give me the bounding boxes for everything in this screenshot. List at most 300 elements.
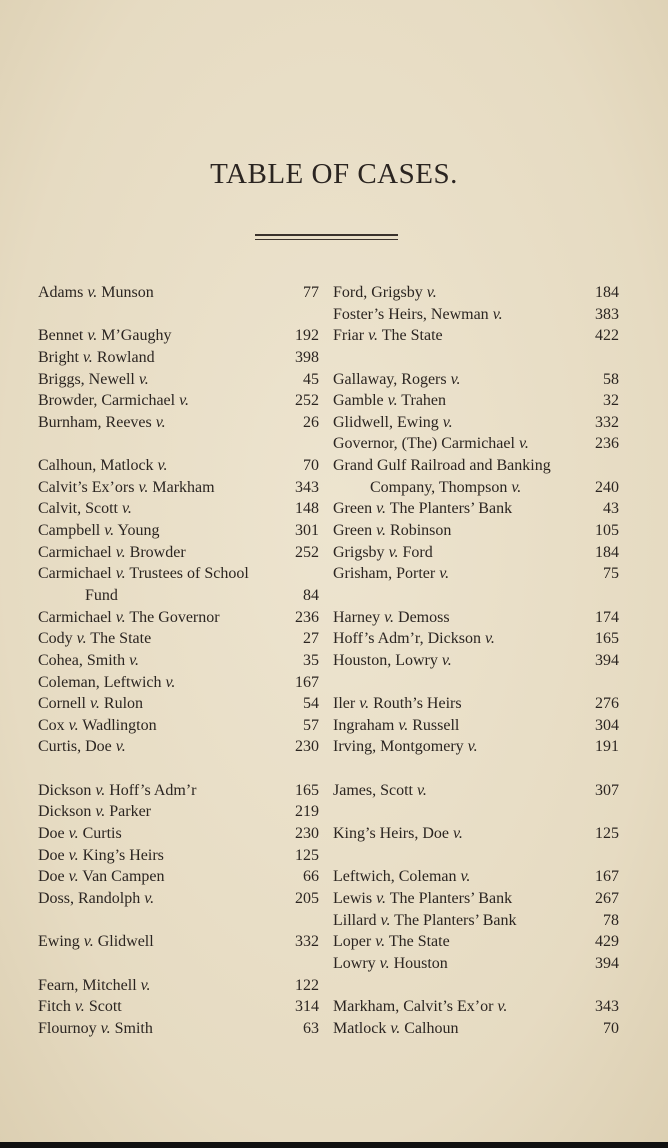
versus-abbrev: v. <box>368 327 379 345</box>
blank-line <box>38 953 319 975</box>
page-number: 422 <box>595 327 619 345</box>
case-party: Grisham, Porter <box>333 565 440 583</box>
case-entry <box>333 888 619 910</box>
case-entry <box>333 412 619 434</box>
page-number: 77 <box>303 284 319 301</box>
case-party: Carmichael <box>38 608 116 626</box>
case-party: Grand Gulf Railroad and Banking <box>333 457 551 475</box>
case-party: Houston, Lowry <box>333 651 442 669</box>
case-entry <box>38 693 319 715</box>
page-number: 105 <box>595 522 619 540</box>
page-number: 394 <box>595 651 619 669</box>
case-party: Carmichael <box>38 543 116 561</box>
case-party: Smith <box>110 1019 153 1037</box>
case-party: Gallaway, Rogers <box>333 370 451 388</box>
case-name <box>333 520 451 542</box>
case-party: Leftwich, Coleman <box>333 868 461 886</box>
versus-abbrev: v. <box>90 695 100 713</box>
case-party: Glidwell, Ewing <box>333 413 443 431</box>
cases-column-right <box>333 282 619 1039</box>
case-entry <box>333 304 619 326</box>
case-name <box>38 498 132 520</box>
case-entry <box>333 282 619 304</box>
blank-line <box>333 347 619 369</box>
blank-line <box>38 433 319 455</box>
versus-abbrev: v. <box>155 413 166 431</box>
case-party: Lowry <box>333 954 380 972</box>
case-name <box>333 433 529 455</box>
page-number: 191 <box>595 738 619 756</box>
case-entry <box>38 455 319 477</box>
case-entry <box>333 866 619 888</box>
versus-abbrev: v. <box>380 911 391 929</box>
versus-abbrev: v. <box>157 457 168 475</box>
versus-abbrev: v. <box>100 1019 111 1037</box>
case-name <box>38 412 166 434</box>
case-entry <box>38 736 319 758</box>
versus-abbrev: v. <box>76 630 87 648</box>
case-party: Hoff’s Adm’r, Dickson <box>333 630 485 648</box>
versus-abbrev: v. <box>497 998 508 1016</box>
scan-edge <box>0 1142 668 1148</box>
versus-abbrev: v. <box>165 673 176 691</box>
case-name <box>38 693 143 715</box>
versus-abbrev: v. <box>144 889 155 907</box>
case-party: Wadlington <box>78 716 157 734</box>
versus-abbrev: v. <box>87 284 98 301</box>
case-name <box>85 585 118 607</box>
case-entry <box>38 498 319 520</box>
case-entry <box>38 347 319 369</box>
case-party: Green <box>333 500 377 518</box>
case-entry <box>38 585 319 607</box>
page-number: 63 <box>303 1019 319 1037</box>
versus-abbrev: v. <box>441 651 452 669</box>
case-party: Lillard <box>333 911 381 929</box>
page-number: 32 <box>603 392 619 410</box>
page-number: 84 <box>303 586 319 604</box>
versus-abbrev: v. <box>115 608 126 626</box>
versus-abbrev: v. <box>460 868 471 886</box>
case-entry <box>38 801 319 823</box>
page-number: 122 <box>295 976 319 994</box>
case-party: M’Gaughy <box>97 327 172 345</box>
case-party: James, Scott <box>333 781 417 799</box>
case-name <box>333 910 517 932</box>
case-entry <box>333 607 619 629</box>
case-entry <box>333 563 619 585</box>
case-name <box>38 542 186 564</box>
case-party: Calvit, Scott <box>38 500 122 518</box>
page-number: 184 <box>595 284 619 301</box>
case-party: The Planters’ Bank <box>390 911 517 929</box>
case-entry <box>333 628 619 650</box>
page-number: 307 <box>595 781 619 799</box>
case-name <box>38 347 155 369</box>
case-entry <box>333 693 619 715</box>
versus-abbrev: v. <box>68 716 79 734</box>
page-number: 148 <box>295 500 319 518</box>
case-entry <box>333 369 619 391</box>
case-party: Foster’s Heirs, Newman <box>333 305 493 323</box>
page-number: 184 <box>595 543 619 561</box>
case-party: Carmichael <box>38 565 116 583</box>
page-number: 66 <box>303 868 319 886</box>
case-party: Grigsby <box>333 543 389 561</box>
case-entry <box>333 1018 619 1040</box>
case-party: Young <box>114 522 160 540</box>
versus-abbrev: v. <box>138 478 149 496</box>
case-party: Loper <box>333 933 376 951</box>
case-name <box>38 369 149 391</box>
case-party: Cox <box>38 716 69 734</box>
case-party: Irving, Montgomery <box>333 738 468 756</box>
case-name <box>333 736 478 758</box>
page-number: 165 <box>595 630 619 648</box>
case-entry <box>38 1018 319 1040</box>
case-entry <box>38 888 319 910</box>
case-party: Campbell <box>38 522 105 540</box>
blank-line <box>333 758 619 780</box>
versus-abbrev: v. <box>87 327 98 345</box>
case-party: Cohea, Smith <box>38 651 130 669</box>
page-number: 230 <box>295 825 319 843</box>
versus-abbrev: v. <box>179 392 190 410</box>
case-entry <box>333 455 619 477</box>
case-party: Company, Thompson <box>370 478 512 496</box>
case-entry <box>333 433 619 455</box>
case-entry <box>38 477 319 499</box>
case-party: The Governor <box>125 608 220 626</box>
case-party: Curtis <box>78 825 122 843</box>
blank-line <box>333 845 619 867</box>
page-number: 57 <box>303 716 319 734</box>
case-entry <box>38 975 319 997</box>
case-name <box>333 715 459 737</box>
case-party: Burnham, Reeves <box>38 413 156 431</box>
case-party: The Planters’ Bank <box>386 500 513 518</box>
case-name <box>38 563 249 585</box>
case-party: Lewis <box>333 889 377 907</box>
case-name <box>333 823 463 845</box>
case-name <box>38 823 122 845</box>
page-number: 192 <box>295 327 319 345</box>
case-party: Dickson <box>38 803 96 821</box>
case-party: Browder, Carmichael <box>38 392 180 410</box>
case-entry <box>38 650 319 672</box>
case-party: Glidwell <box>93 933 154 951</box>
case-name <box>333 498 512 520</box>
case-name <box>333 412 453 434</box>
versus-abbrev: v. <box>68 825 79 843</box>
case-party: Hoff’s Adm’r <box>105 781 197 799</box>
page-number: 167 <box>295 673 319 691</box>
case-entry <box>38 845 319 867</box>
case-entry <box>333 650 619 672</box>
versus-abbrev: v. <box>68 868 79 886</box>
case-name <box>38 650 139 672</box>
case-name <box>333 455 551 477</box>
case-entry <box>333 996 619 1018</box>
page-number: 78 <box>603 911 619 929</box>
case-party: Parker <box>105 803 152 821</box>
case-name <box>333 953 448 975</box>
case-name <box>38 455 167 477</box>
page-number: 276 <box>595 695 619 713</box>
case-name <box>333 628 495 650</box>
case-name <box>38 282 154 304</box>
case-name <box>333 693 462 715</box>
case-entry <box>38 715 319 737</box>
case-party: Iler <box>333 695 360 713</box>
case-entry <box>333 498 619 520</box>
case-name <box>38 715 157 737</box>
case-name <box>370 477 521 499</box>
case-party: Doe <box>38 825 69 843</box>
page-number: 70 <box>303 457 319 475</box>
versus-abbrev: v. <box>484 630 495 648</box>
page-number: 332 <box>295 933 319 951</box>
versus-abbrev: v. <box>450 370 461 388</box>
case-entry <box>333 736 619 758</box>
case-name <box>333 888 512 910</box>
versus-abbrev: v. <box>518 435 529 453</box>
versus-abbrev: v. <box>140 976 151 994</box>
case-party: Ford <box>398 543 433 561</box>
versus-abbrev: v. <box>104 522 115 540</box>
case-name <box>38 1018 153 1040</box>
case-party: King’s Heirs <box>78 846 164 864</box>
case-party: Calhoun <box>400 1019 459 1037</box>
case-party: Routh’s Heirs <box>369 695 462 713</box>
versus-abbrev: v. <box>452 825 463 843</box>
page-number: 301 <box>295 522 319 540</box>
case-party: Briggs, Newell <box>38 370 139 388</box>
case-party: The State <box>385 933 450 951</box>
versus-abbrev: v. <box>379 954 390 972</box>
versus-abbrev: v. <box>129 651 140 669</box>
case-name <box>333 780 427 802</box>
case-entry <box>333 390 619 412</box>
case-name <box>38 672 175 694</box>
case-name <box>38 931 154 953</box>
case-entry <box>38 282 319 304</box>
blank-line <box>38 910 319 932</box>
case-party: Russell <box>408 716 460 734</box>
versus-abbrev: v. <box>115 738 126 756</box>
page-number: 43 <box>603 500 619 518</box>
case-party: Bennet <box>38 327 88 345</box>
page-number: 58 <box>603 370 619 388</box>
versus-abbrev: v. <box>511 478 522 496</box>
case-entry <box>333 823 619 845</box>
versus-abbrev: v. <box>426 284 437 301</box>
case-name <box>38 736 126 758</box>
case-party: Doss, Randolph <box>38 889 145 907</box>
case-entry <box>38 563 319 585</box>
case-party: Van Campen <box>78 868 165 886</box>
case-entry <box>38 369 319 391</box>
page-number: 174 <box>595 608 619 626</box>
case-party: The State <box>86 630 152 648</box>
page-number: 35 <box>303 651 319 669</box>
case-name <box>333 650 452 672</box>
versus-abbrev: v. <box>375 933 386 951</box>
page-number: 383 <box>595 305 619 323</box>
page-number: 219 <box>295 803 319 821</box>
case-party: Robinson <box>386 522 452 540</box>
versus-abbrev: v. <box>138 370 149 388</box>
versus-abbrev: v. <box>376 522 387 540</box>
case-name <box>333 1018 458 1040</box>
case-entry <box>333 715 619 737</box>
case-entry <box>333 931 619 953</box>
case-name <box>38 845 164 867</box>
versus-abbrev: v. <box>82 348 93 366</box>
versus-abbrev: v. <box>492 305 503 323</box>
case-party: Markham, Calvit’s Ex’or <box>333 998 498 1016</box>
page-number: 230 <box>295 738 319 756</box>
page-number: 167 <box>595 868 619 886</box>
case-party: Ingraham <box>333 716 399 734</box>
case-name <box>38 888 154 910</box>
blank-line <box>38 304 319 326</box>
case-party: Fitch <box>38 998 75 1016</box>
case-party: Trustees of School <box>125 565 249 583</box>
case-party: Coleman, Leftwich <box>38 673 166 691</box>
case-party: The Planters’ Bank <box>386 889 513 907</box>
case-name <box>38 607 220 629</box>
case-party: Calhoun, Matlock <box>38 457 158 475</box>
page-number: 343 <box>595 998 619 1016</box>
versus-abbrev: v. <box>68 846 79 864</box>
case-entry <box>38 866 319 888</box>
page-number: 27 <box>303 630 319 648</box>
versus-abbrev: v. <box>467 738 478 756</box>
cases-column-left <box>38 282 319 1039</box>
case-party: Markham <box>148 478 215 496</box>
case-party: Green <box>333 522 377 540</box>
case-name <box>333 996 507 1018</box>
case-party: Ewing <box>38 933 84 951</box>
case-party: Cornell <box>38 695 90 713</box>
versus-abbrev: v. <box>390 1019 401 1037</box>
case-party: Demoss <box>394 608 450 626</box>
case-name <box>333 931 450 953</box>
page-number: 240 <box>595 478 619 496</box>
case-name <box>333 563 449 585</box>
versus-abbrev: v. <box>359 695 370 713</box>
title-rule-top <box>255 234 398 236</box>
case-party: Munson <box>97 284 154 301</box>
blank-line <box>333 585 619 607</box>
case-entry <box>38 672 319 694</box>
case-name <box>333 607 450 629</box>
case-party: Dickson <box>38 781 96 799</box>
case-party: Gamble <box>333 392 388 410</box>
page-number: 54 <box>303 695 319 713</box>
versus-abbrev: v. <box>95 803 106 821</box>
title-rule-bottom <box>255 239 398 240</box>
blank-line <box>333 975 619 997</box>
case-party: Governor, (The) Carmichael <box>333 435 519 453</box>
case-party: Fund <box>85 586 118 604</box>
versus-abbrev: v. <box>122 500 132 518</box>
page-number: 205 <box>295 889 319 907</box>
versus-abbrev: v. <box>417 781 427 799</box>
page-number: 332 <box>595 413 619 431</box>
case-party: Bright <box>38 348 83 366</box>
versus-abbrev: v. <box>115 543 126 561</box>
versus-abbrev: v. <box>442 413 453 431</box>
case-name <box>38 390 189 412</box>
case-name <box>333 369 461 391</box>
page-number: 252 <box>295 543 319 561</box>
case-name <box>38 996 122 1018</box>
case-party: Friar <box>333 327 369 345</box>
blank-line <box>38 758 319 780</box>
case-entry <box>38 542 319 564</box>
page-number: 304 <box>595 716 619 734</box>
case-party: Doe <box>38 846 69 864</box>
page-number: 236 <box>295 608 319 626</box>
page-number: 70 <box>603 1019 619 1037</box>
case-party: Adams <box>38 284 88 301</box>
versus-abbrev: v. <box>83 933 94 951</box>
case-party: Doe <box>38 868 69 886</box>
case-name <box>38 975 151 997</box>
case-name <box>38 866 165 888</box>
versus-abbrev: v. <box>376 500 387 518</box>
case-entry <box>38 412 319 434</box>
case-entry <box>38 607 319 629</box>
case-entry <box>38 780 319 802</box>
case-party: Ford, Grigsby <box>333 284 427 301</box>
case-party: Flournoy <box>38 1019 101 1037</box>
page-number: 398 <box>295 348 319 366</box>
case-name <box>333 304 503 326</box>
case-entry <box>38 325 319 347</box>
case-name <box>38 520 160 542</box>
versus-abbrev: v. <box>376 889 387 907</box>
case-entry <box>333 477 619 499</box>
case-entry <box>333 910 619 932</box>
versus-abbrev: v. <box>74 998 85 1016</box>
case-name <box>38 628 151 650</box>
case-party: Rulon <box>99 695 144 713</box>
blank-line <box>333 801 619 823</box>
case-name <box>333 866 470 888</box>
case-party: Harney <box>333 608 385 626</box>
page-title: TABLE OF CASES. <box>210 158 458 190</box>
case-party: Scott <box>84 998 122 1016</box>
case-entry <box>38 823 319 845</box>
case-name <box>333 282 437 304</box>
versus-abbrev: v. <box>398 716 409 734</box>
case-name <box>38 325 171 347</box>
blank-line <box>333 672 619 694</box>
page-number: 125 <box>295 846 319 864</box>
versus-abbrev: v. <box>115 565 126 583</box>
page-number: 394 <box>595 954 619 972</box>
case-name <box>38 780 197 802</box>
versus-abbrev: v. <box>439 565 450 583</box>
page-number: 252 <box>295 392 319 410</box>
page-number: 45 <box>303 370 319 388</box>
case-entry <box>333 780 619 802</box>
page-number: 26 <box>303 413 319 431</box>
case-entry <box>38 628 319 650</box>
